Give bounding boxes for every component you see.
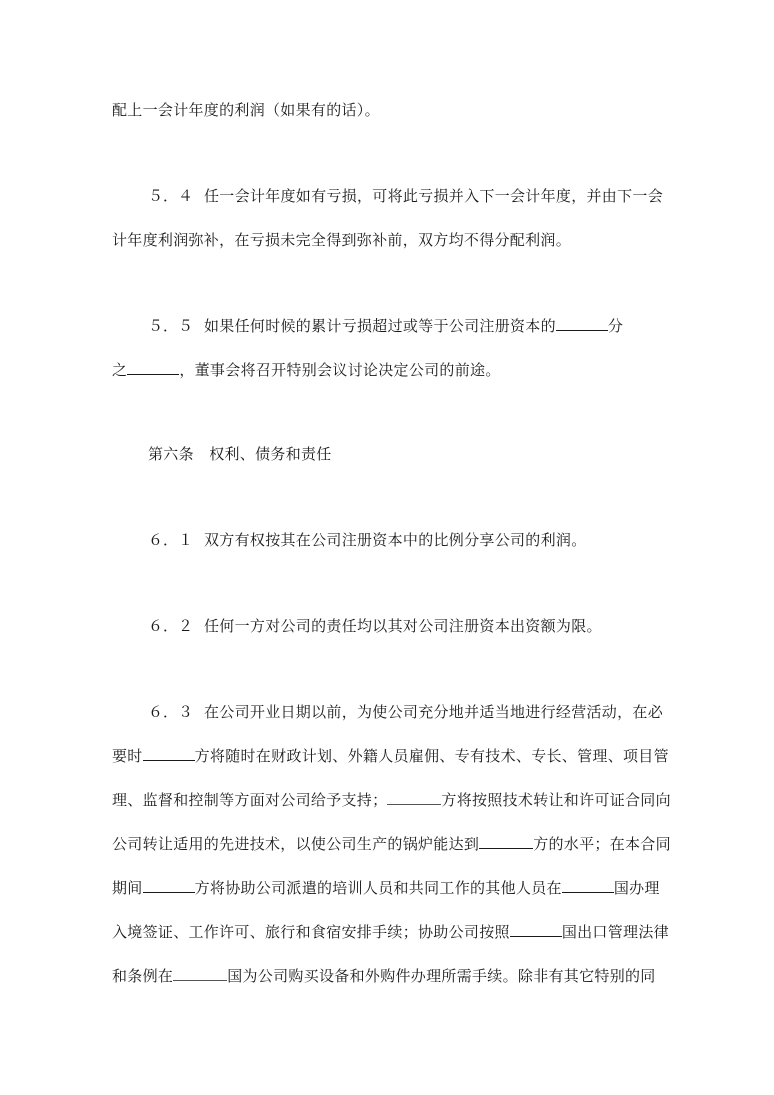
line-text: 任何一方对公司的责任均以其对公司注册资本出资额为限。 <box>204 617 602 635</box>
line-text: 之 <box>112 361 128 379</box>
line-text: 理、监督和控制等方面对公司给予支持； <box>112 791 388 809</box>
text-line <box>112 790 672 810</box>
line-text: 第六条 权利、债务和责任 <box>148 445 332 463</box>
line-text: 国为公司购买设备和外购件办理所需手续。除非有其它特别的同 <box>227 967 656 985</box>
line-text: 公司转让适用的先进技术，以使公司生产的锅炉能达到 <box>112 835 480 853</box>
article-heading <box>148 444 672 464</box>
text-line <box>112 922 672 942</box>
line-text: 国办理 <box>613 879 660 897</box>
clause-6-2 <box>148 616 672 636</box>
blank-field <box>479 834 533 849</box>
text-line <box>112 746 672 766</box>
blank-field <box>556 316 608 331</box>
clause-number: ５．５ <box>148 317 194 335</box>
text-line <box>112 966 672 986</box>
line-text: 分 <box>607 317 624 335</box>
text-line <box>112 360 672 380</box>
line-text: 要时 <box>112 747 143 765</box>
clause-5-4 <box>148 186 672 206</box>
line-text: 和条例在 <box>112 967 174 985</box>
blank-field <box>127 360 179 375</box>
blank-field <box>143 878 195 893</box>
line-text: 入境签证、工作许可、旅行和食宿安排手续；协助公司按照 <box>112 923 510 941</box>
line-text: 任一会计年度如有亏损，可将此亏损并入下一会计年度，并由下一会 <box>204 187 664 205</box>
blank-field <box>173 966 227 981</box>
line-text: 国出口管理法律 <box>561 923 669 941</box>
blank-field <box>143 746 195 761</box>
blank-field <box>387 790 441 805</box>
clause-6-1 <box>148 530 672 550</box>
line-text: 方的水平；在本合同 <box>533 835 671 853</box>
line-text: 方将随时在财政计划、外籍人员雇佣、专有技术、专长、管理、项目管 <box>194 747 669 765</box>
clause-number: ６．２ <box>148 617 194 635</box>
clause-5-5 <box>148 316 672 336</box>
clause-number: ６．１ <box>148 531 194 549</box>
text-line <box>112 230 672 250</box>
text-line <box>112 878 672 898</box>
line-text: 在公司开业日期以前，为使公司充分地并适当地进行经营活动，在必 <box>204 703 664 721</box>
line-text: 如果任何时候的累计亏损超过或等于公司注册资本的 <box>204 317 556 335</box>
line-text: 期间 <box>112 879 143 897</box>
clause-number: ６．３ <box>148 703 194 721</box>
line-text: 双方有权按其在公司注册资本中的比例分享公司的利润。 <box>204 531 587 549</box>
blank-field <box>562 878 614 893</box>
clause-6-3 <box>148 702 672 722</box>
clause-number: ５．４ <box>148 187 194 205</box>
text-line <box>112 834 672 854</box>
line-text: 计年度利润弥补，在亏损未完全得到弥补前，双方均不得分配利润。 <box>112 231 572 249</box>
text-line <box>112 100 672 120</box>
line-text: 方将协助公司派遣的培训人员和共同工作的其他人员在 <box>194 879 562 897</box>
line-text: 方将按照技术转让和许可证合同向 <box>441 791 671 809</box>
line-text: ，董事会将召开特别会议讨论决定公司的前途。 <box>179 361 501 379</box>
line-text: 配上一会计年度的利润（如果有的话）。 <box>112 101 380 119</box>
blank-field <box>510 922 562 937</box>
